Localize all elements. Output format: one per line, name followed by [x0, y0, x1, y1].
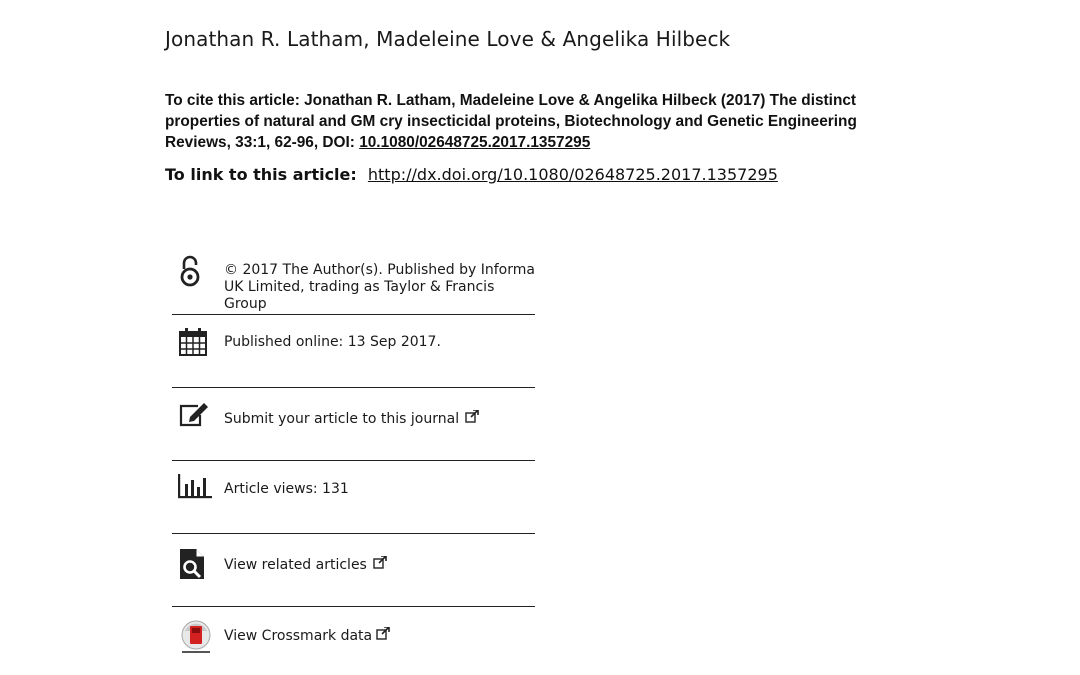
external-link-icon: [373, 556, 387, 574]
link-label: To link to this article:: [165, 165, 357, 184]
authors-line: Jonathan R. Latham, Madeleine Love & Angelika Hilbeck: [165, 27, 731, 51]
related-articles-label: View related articles: [224, 556, 387, 574]
doi-link[interactable]: 10.1080/02648725.2017.1357295: [359, 134, 591, 151]
calendar-icon: [178, 327, 208, 361]
external-link-icon: [465, 410, 479, 428]
crossmark-link[interactable]: [172, 607, 535, 657]
search-document-icon: [178, 548, 206, 584]
citation-block: [165, 90, 925, 153]
submit-article-label: Submit your article to this journal: [224, 410, 479, 428]
article-link-row: [165, 165, 778, 184]
article-views-text: Article views: 131: [224, 481, 349, 497]
bar-chart-icon: [178, 474, 212, 504]
open-access-icon: [178, 254, 202, 294]
external-link-icon: [376, 627, 390, 645]
edit-icon: [178, 400, 210, 432]
related-articles-link[interactable]: [172, 534, 535, 607]
copyright-text: © 2017 The Author(s). Published by Informa UK Limited, trading as Taylor & Francis Group: [224, 262, 535, 312]
submit-article-link[interactable]: [172, 388, 535, 461]
crossmark-icon: [180, 620, 212, 658]
copyright-row: [172, 250, 535, 315]
published-row: [172, 315, 535, 388]
crossmark-label: View Crossmark data: [224, 627, 390, 645]
published-date-text: Published online: 13 Sep 2017.: [224, 334, 441, 350]
article-views-row: [172, 461, 535, 534]
citation-text: To cite this article: Jonathan R. Latham, Madeleine Love & Angelika Hilbeck (2017) The distinct properties of natural and GM cry insecticidal proteins, Biotechnology and Genetic Engineering Reviews, 33:1, 62-96, DOI:: [165, 92, 857, 151]
article-url-link[interactable]: http://dx.doi.org/10.1080/02648725.2017.1357295: [367, 165, 778, 184]
